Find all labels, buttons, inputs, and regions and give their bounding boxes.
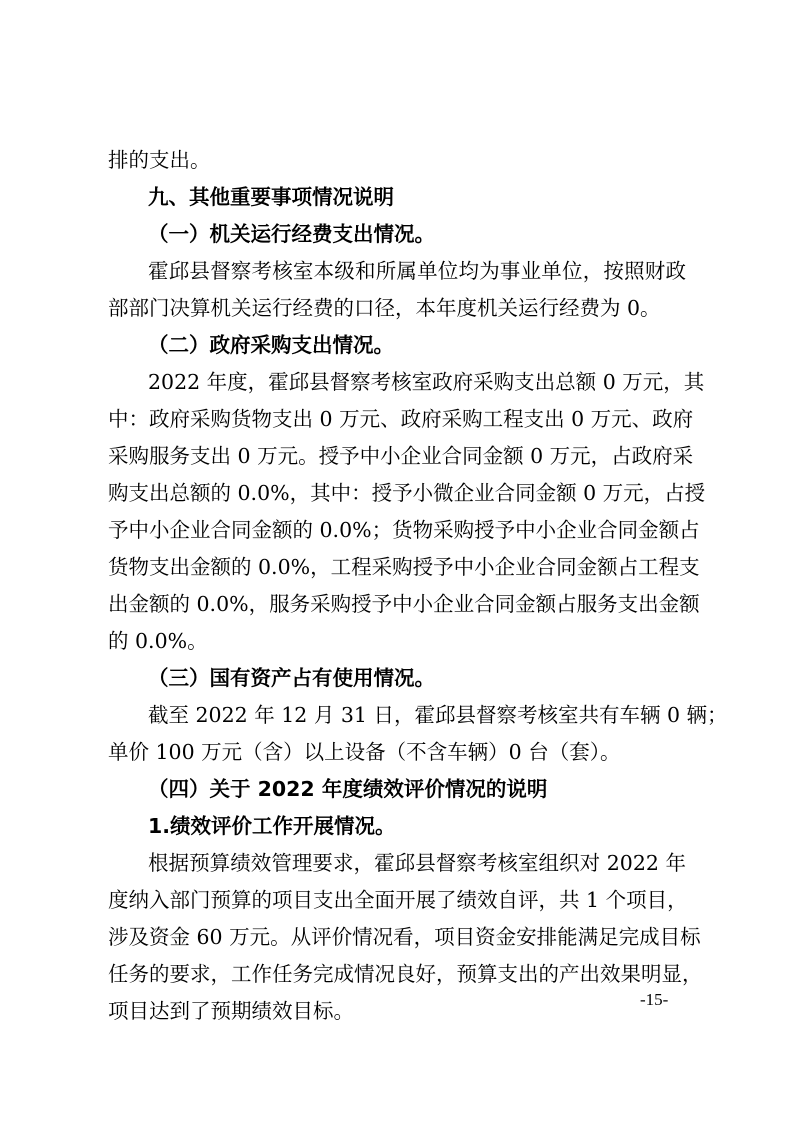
body-text-line: 货物支出金额的 0.0%，工程采购授予中小企业合同金额占工程支	[108, 555, 700, 579]
body-text-line: 截至 2022 年 12 月 31 日，霍邱县督察考核室共有车辆 0 辆；	[148, 703, 728, 727]
body-text-line: 购支出总额的 0.0%，其中：授予小微企业合同金额 0 万元，占授	[108, 481, 706, 505]
body-text-line: 涉及资金 60 万元。从评价情况看，项目资金安排能满足完成目标	[108, 925, 701, 949]
subsection-heading: 1.绩效评价工作开展情况。	[148, 814, 396, 838]
body-text-line: 中：政府采购货物支出 0 万元、政府采购工程支出 0 万元、政府	[108, 407, 694, 431]
body-text-line: 的 0.0%。	[108, 629, 208, 653]
body-text-line: 根据预算绩效管理要求，霍邱县督察考核室组织对 2022 年	[148, 851, 686, 875]
page-number: -15-	[640, 990, 669, 1009]
subsection-heading: （四）关于 2022 年度绩效评价情况的说明	[148, 777, 548, 801]
body-text-line: 任务的要求，工作任务完成情况良好，预算支出的产出效果明显，	[108, 962, 703, 986]
body-text-line: 霍邱县督察考核室本级和所属单位均为事业单位，按照财政	[148, 259, 686, 283]
body-text-line: 排的支出。	[108, 148, 211, 172]
subsection-heading: （二）政府采购支出情况。	[148, 333, 394, 357]
subsection-heading: （一）机关运行经费支出情况。	[148, 222, 435, 246]
body-text-line: 部部门决算机关运行经费的口径，本年度机关运行经费为 0。	[108, 296, 661, 320]
section-heading: 九、其他重要事项情况说明	[148, 185, 394, 209]
body-text-line: 单价 100 万元（含）以上设备（不含车辆）0 台（套）。	[108, 740, 621, 764]
subsection-heading: （三）国有资产占有使用情况。	[148, 666, 435, 690]
body-text-line: 度纳入部门预算的项目支出全面开展了绩效自评，共 1 个项目，	[108, 888, 688, 912]
body-text-line: 采购服务支出 0 万元。授予中小企业合同金额 0 万元，占政府采	[108, 444, 694, 468]
body-text-line: 项目达到了预期绩效目标。	[108, 999, 354, 1023]
body-text-line: 2022 年度，霍邱县督察考核室政府采购支出总额 0 万元，其	[148, 370, 705, 394]
body-text-line: 出金额的 0.0%，服务采购授予中小企业合同金额占服务支出金额	[108, 592, 700, 616]
body-text-line: 予中小企业合同金额的 0.0%；货物采购授予中小企业合同金额占	[108, 518, 700, 542]
